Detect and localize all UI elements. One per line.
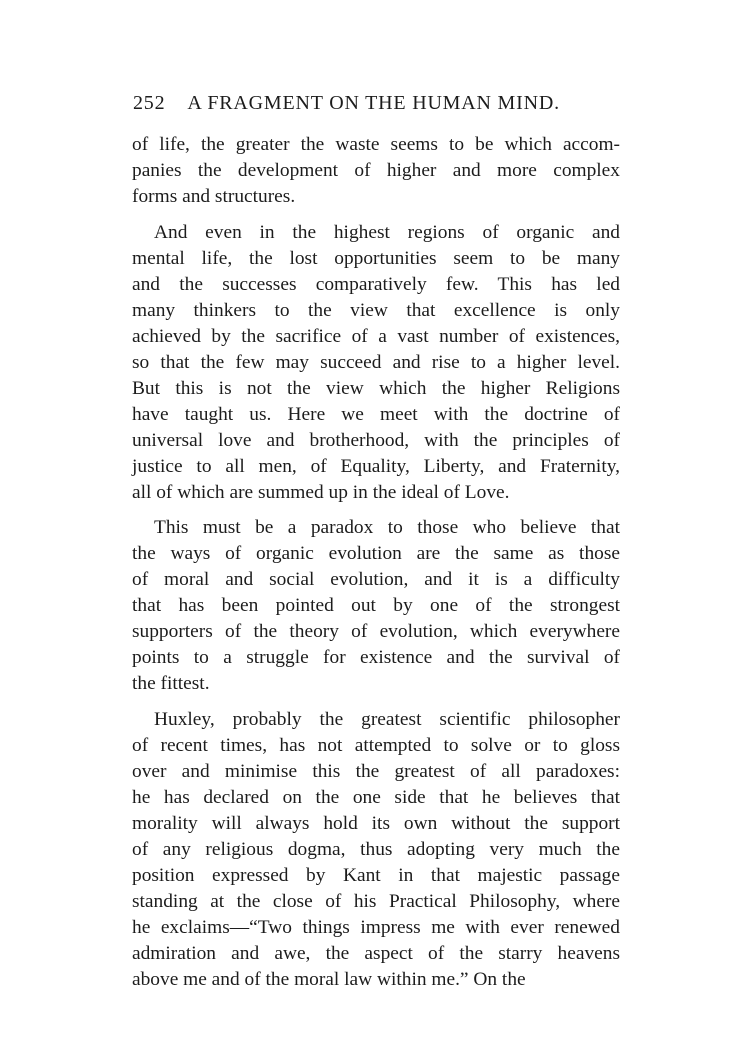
body-text xyxy=(132,132,620,993)
text-line: position expressed by Kant in that majestic passage xyxy=(132,864,620,886)
paragraph xyxy=(132,220,620,506)
text-line: the ways of organic evolution are the same as those xyxy=(132,543,620,564)
text-line: and the successes comparatively few. This has led xyxy=(132,273,620,295)
paragraph-gap xyxy=(132,210,620,220)
text-line: many thinkers to the view that excellence is only xyxy=(132,299,620,321)
text-line: universal love and brotherhood, with the principles of xyxy=(132,429,620,451)
text-line: he has declared on the one side that he believes that xyxy=(132,786,620,808)
text-line: have taught us. Here we meet with the doctrine of xyxy=(132,403,620,425)
text-line: admiration and awe, the aspect of the starry heavens xyxy=(132,942,620,964)
paragraph-gap xyxy=(132,506,620,516)
running-header xyxy=(133,92,623,115)
text-line: over and minimise this the greatest of all paradoxes: xyxy=(132,760,620,782)
text-line: And even in the highest regions of organic and xyxy=(154,221,620,243)
text-line: of recent times, has not attempted to solve or to gloss xyxy=(132,734,620,756)
text-line: mental life, the lost opportunities seem to be many xyxy=(132,247,620,269)
text-line: panies the development of higher and more complex xyxy=(132,160,620,181)
text-line: points to a struggle for existence and the survival of xyxy=(132,647,620,668)
text-line: the fittest. xyxy=(132,673,210,694)
running-title: A FRAGMENT ON THE HUMAN MIND. xyxy=(187,92,560,114)
paragraph-gap xyxy=(132,697,620,707)
text-line: Huxley, probably the greatest scientific philosopher xyxy=(154,708,620,730)
text-line: above me and of the moral law within me.” On the xyxy=(132,968,526,990)
text-line: of life, the greater the waste seems to be which accom- xyxy=(132,134,620,155)
text-line: This must be a paradox to those who believe that xyxy=(154,517,620,538)
text-line: achieved by the sacrifice of a vast number of existences, xyxy=(132,325,620,347)
text-line: that has been pointed out by one of the strongest xyxy=(132,595,620,616)
paragraph xyxy=(132,707,620,993)
text-line: justice to all men, of Equality, Liberty, and Fraternity, xyxy=(132,455,620,477)
text-line: of any religious dogma, thus adopting very much the xyxy=(132,838,620,860)
text-line: morality will always hold its own without the support xyxy=(132,812,620,834)
text-line: he exclaims—“Two things impress me with ever renewed xyxy=(132,916,620,938)
text-line: of moral and social evolution, and it is a difficulty xyxy=(132,569,620,590)
text-line: forms and structures. xyxy=(132,186,296,207)
text-line: so that the few may succeed and rise to a higher level. xyxy=(132,351,620,373)
paragraph xyxy=(132,515,620,697)
paragraph xyxy=(132,132,620,210)
text-line: supporters of the theory of evolution, which everywhere xyxy=(132,621,620,642)
page-number: 252 xyxy=(133,92,166,114)
text-line: all of which are summed up in the ideal of Love. xyxy=(132,481,510,503)
text-line: But this is not the view which the higher Religions xyxy=(132,377,620,399)
text-line: standing at the close of his Practical Philosophy, where xyxy=(132,890,620,912)
